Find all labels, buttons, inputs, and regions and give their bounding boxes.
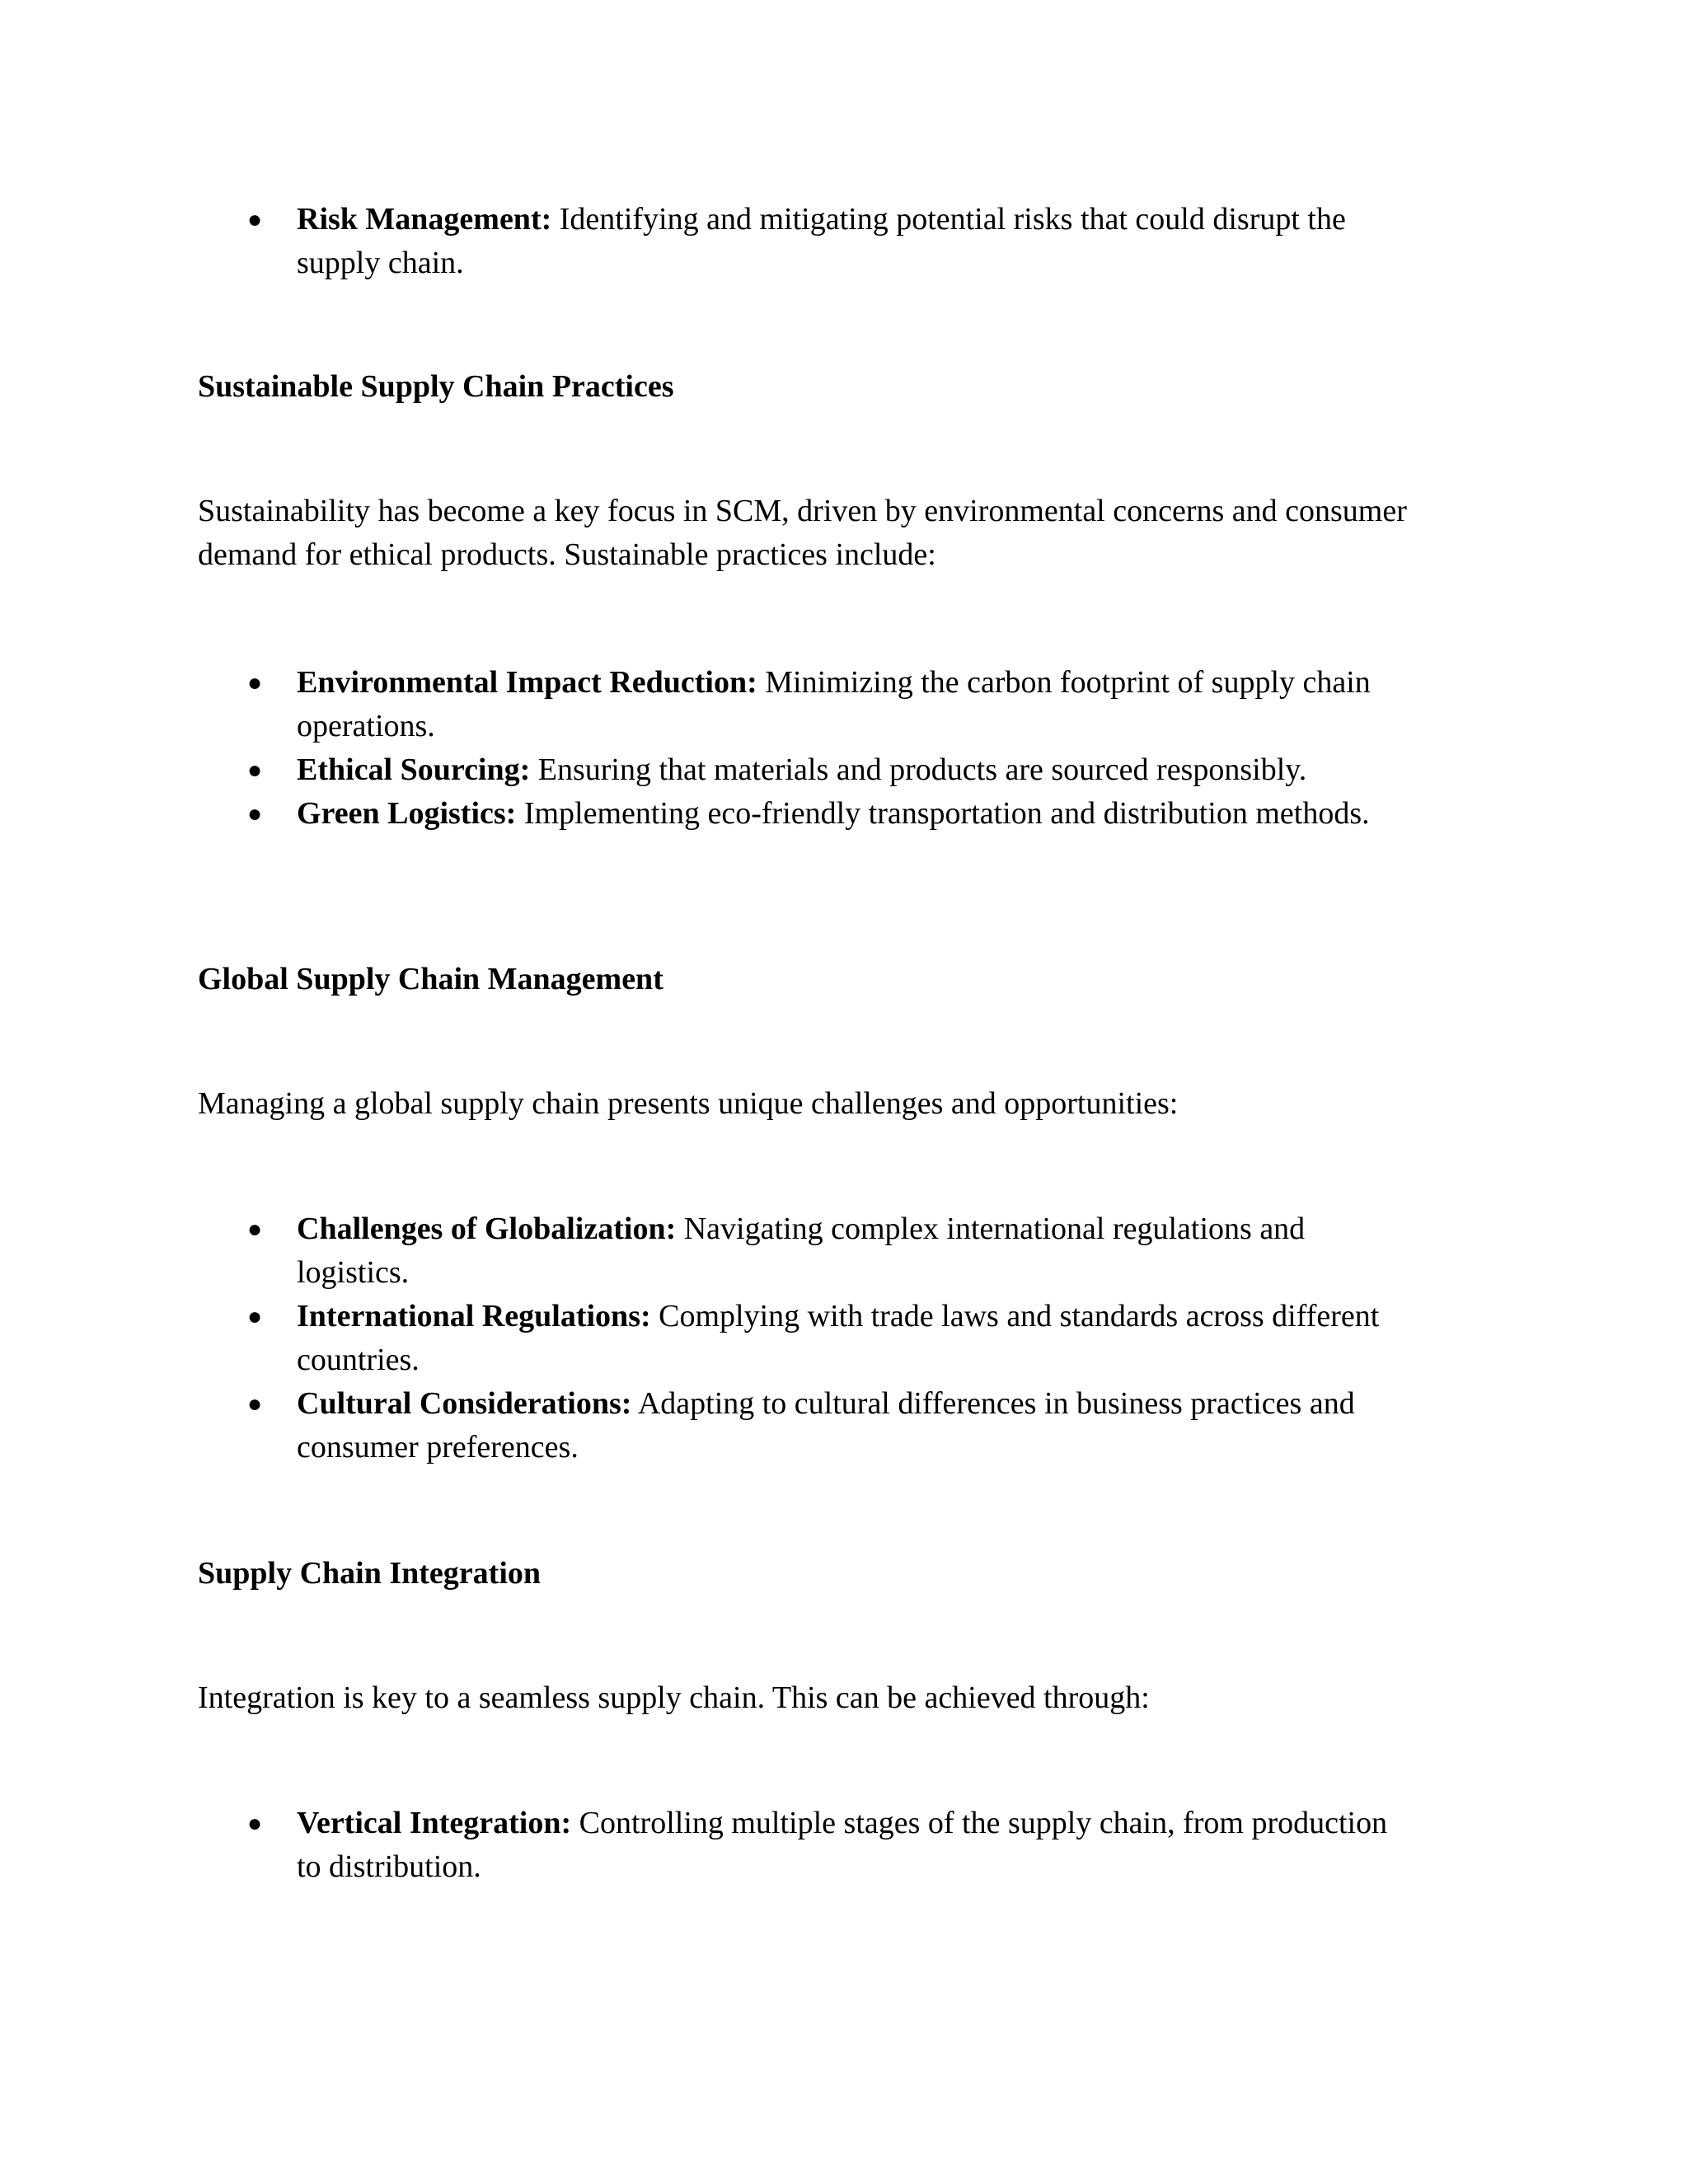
bullet-icon: ●: [247, 206, 263, 233]
list-item: [247, 1207, 1418, 1295]
list-item-text: Controlling multiple stages of the supply chain, from production to distribution.: [297, 1806, 1388, 1884]
list-item-text: Ensuring that materials and products are sourced responsibly.: [530, 752, 1307, 787]
list-item: [247, 661, 1418, 748]
section-intro-sustainable: Sustainability has become a key focus in SCM, driven by environmental concerns and consumer demand for ethical products. Sustainable practices include:: [198, 494, 1407, 572]
list-item-title: Risk Management:: [297, 202, 552, 237]
list-item: [247, 1382, 1418, 1469]
bullet-icon: ●: [247, 800, 263, 827]
list-item-title: International Regulations:: [297, 1299, 651, 1333]
list-item-text: Navigating complex international regulations and logistics.: [297, 1212, 1306, 1290]
section-heading-sustainable: Sustainable Supply Chain Practices: [198, 369, 674, 404]
list-item-title: Ethical Sourcing:: [297, 752, 531, 787]
list-item: [247, 748, 1418, 792]
list-item-text: Implementing eco-friendly transportation and distribution methods.: [516, 796, 1370, 831]
bullet-icon: ●: [247, 1810, 263, 1837]
list-item-text: Complying with trade laws and standards across different countries.: [297, 1299, 1380, 1377]
list-item-title: Green Logistics:: [297, 796, 517, 831]
list-item-text: Identifying and mitigating potential risks that could disrupt the supply chain.: [297, 202, 1346, 280]
list-item: [247, 1802, 1418, 1889]
list-item: [247, 198, 1418, 285]
bullet-icon: ●: [247, 1390, 263, 1418]
bullet-icon: ●: [247, 669, 263, 696]
risk-list: [247, 198, 1418, 285]
section-intro-integration: Integration is key to a seamless supply chain. This can be achieved through:: [198, 1680, 1150, 1715]
bullet-icon: ●: [247, 1303, 263, 1330]
bullet-icon: ●: [247, 757, 263, 784]
list-item-title: Vertical Integration:: [297, 1806, 572, 1840]
global-list: [247, 1207, 1418, 1469]
list-item: [247, 1295, 1418, 1382]
section-intro-global: Managing a global supply chain presents unique challenges and opportunities:: [198, 1086, 1179, 1121]
list-item-title: Environmental Impact Reduction:: [297, 665, 757, 700]
list-item-title: Challenges of Globalization:: [297, 1212, 677, 1246]
list-item-title: Cultural Considerations:: [297, 1386, 632, 1421]
list-item: [247, 792, 1418, 836]
section-heading-global: Global Supply Chain Management: [198, 962, 663, 996]
integration-list: [247, 1802, 1418, 1889]
list-item-text: Adapting to cultural differences in business practices and consumer preferences.: [297, 1386, 1355, 1465]
sustainable-list: [247, 661, 1418, 836]
bullet-icon: ●: [247, 1216, 263, 1243]
section-heading-integration: Supply Chain Integration: [198, 1556, 542, 1591]
list-item-text: Minimizing the carbon footprint of supply chain operations.: [297, 665, 1371, 743]
